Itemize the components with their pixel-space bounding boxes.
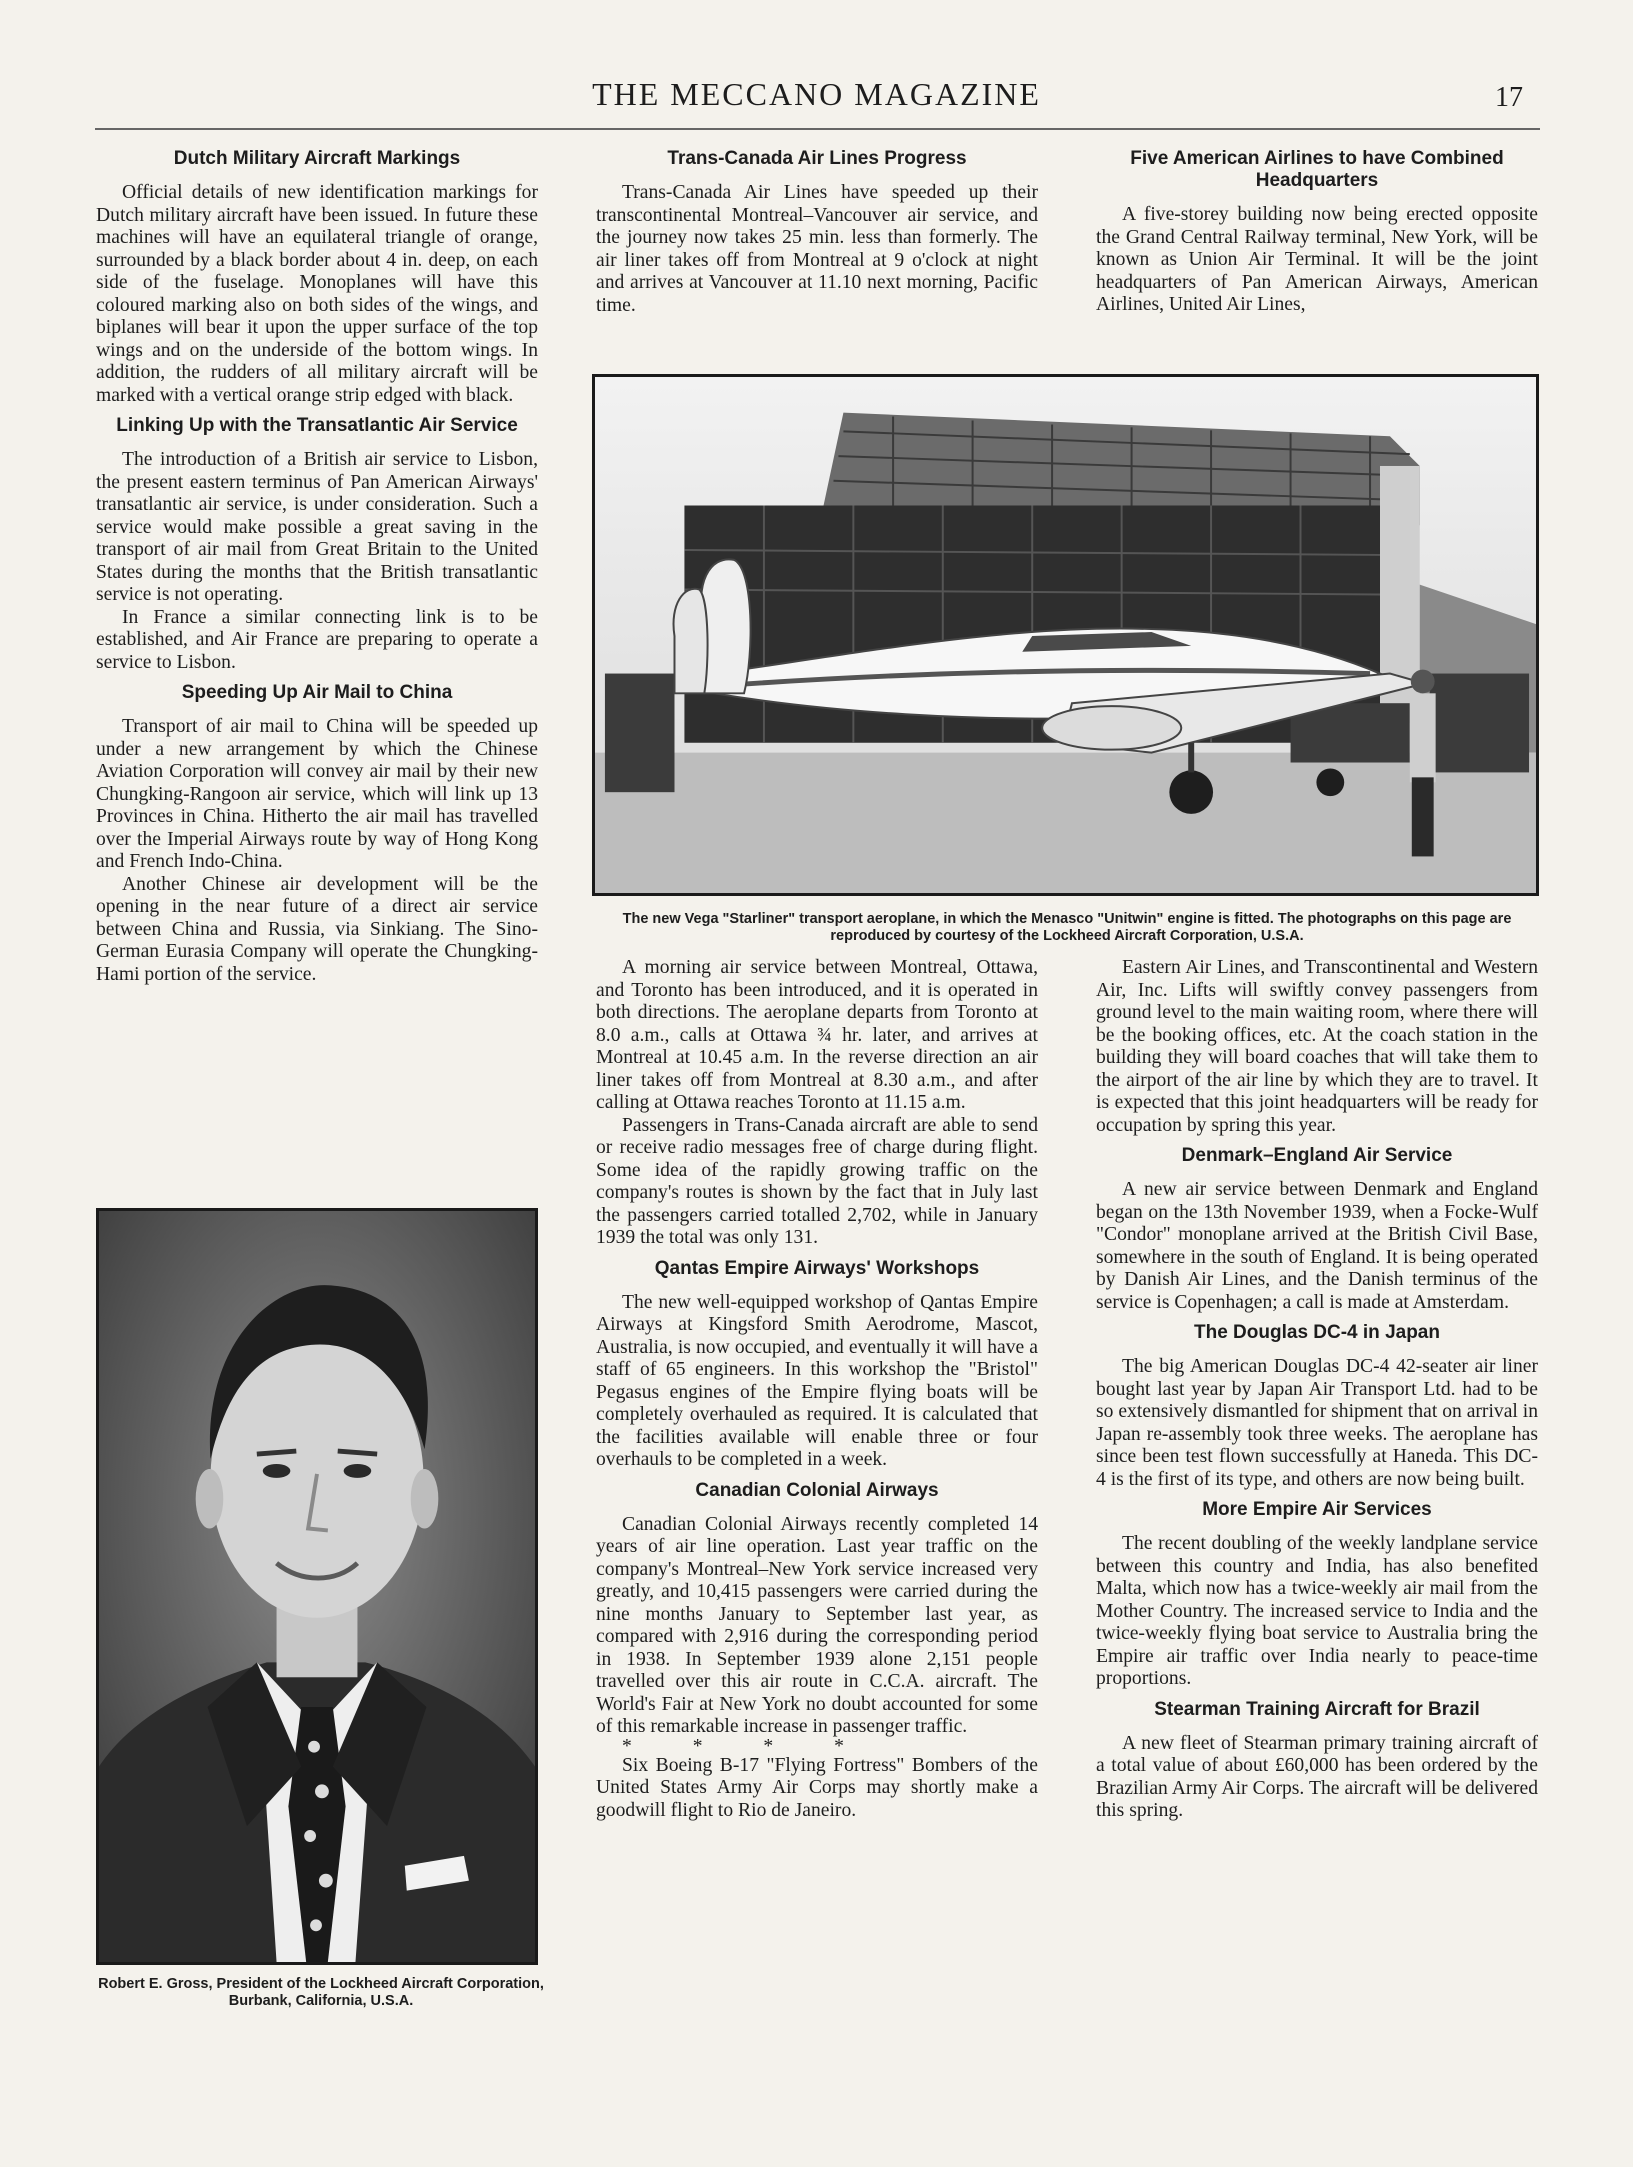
article-paragraph: The recent doubling of the weekly landplane service between this country and India, has also benefited Malta, which now has a twice-weekly air mail from the Mother Country. The increased service to India and the twice-weekly flying boat service to Australia bring the Empire air traffic over India nearly to peace-time proportions.: [1096, 1533, 1538, 1689]
article-paragraph: Six Boeing B-17 "Flying Fortress" Bombers of the United States Army Air Corps may shortly make a goodwill flight to Rio de Janeiro.: [596, 1754, 1038, 1821]
article-paragraph: Passengers in Trans-Canada aircraft are able to send or receive radio messages free of charge during flight. Some idea of the rapidly growing traffic on the company's routes is shown by the fact that in July last the passengers carried totalled 2,702, while in January 1939 the total was only 131.: [596, 1114, 1038, 1248]
article-heading: Canadian Colonial Airways: [695, 1479, 939, 1501]
article-paragraph: Another Chinese air development will be the opening in the near future of a direct air service between China and Russia, via Sinkiang. The Sino-German Eurasia Company will operate the Chungking-Hami portion of the service.: [96, 873, 538, 985]
column-left: [96, 148, 538, 986]
column-right-top: [1096, 148, 1538, 317]
article-paragraph: The introduction of a British air service to Lisbon, the present eastern terminus of Pan American Airways' transatlantic air service, is under consideration. Such a service would make possible a great saving in the transport of air mail from Great Britain to the United States during the months that the British transatlantic service is not operating.: [96, 449, 538, 605]
portrait-photo-icon: [99, 1211, 535, 1962]
article-paragraph: A morning air service between Montreal, Ottawa, and Toronto has been introduced, and it is operated in both directions. The aeroplane departs from Toronto at 8.0 a.m., calls at Ottawa ¾ hr. later, and arrives at Montreal at 10.45 a.m. In the reverse direction an air liner takes off from Montreal at 8.30 a.m., and after calling at Ottawa reaches Toronto at 11.15 a.m.: [596, 957, 1038, 1113]
page-number: 17: [1495, 82, 1523, 113]
header-rule: [95, 128, 1540, 130]
magazine-title: THE MECCANO MAGAZINE: [592, 76, 1041, 112]
article-paragraph: Transport of air mail to China will be speeded up under a new arrangement by which the Chinese Aviation Corporation will convey air mail by their new Chungking-Rangoon air service, which will link up 13 Provinces in China. Hitherto the air mail has travelled over the Imperial Airways route by way of Hong Kong and French Indo-China.: [96, 716, 538, 872]
article-heading: Qantas Empire Airways' Workshops: [654, 1257, 980, 1279]
article-paragraph: Canadian Colonial Airways recently completed 14 years of air line operation. Last year traffic on the company's Montreal–New York service increased very greatly, and 10,415 passengers were carried during the nine months January to September last year, as compared with 2,916 during the corresponding period in 1938. In September 1939 alone 2,151 people travelled over this air route in C.C.A. aircraft. The World's Fair at New York no doubt accounted for some of this remarkable increase in passenger traffic.: [596, 1513, 1038, 1737]
article-heading: Five American Airlines to have Combined Headquarters: [1130, 148, 1504, 191]
article-heading: Linking Up with the Transatlantic Air Service: [116, 415, 518, 436]
article-paragraph: The new well-equipped workshop of Qantas Empire Airways at Kingsford Smith Aerodrome, Mascot, Australia, is now occupied, and eventually it will have a staff of 65 engineers. In this workshop the "Bristol" Pegasus engines of the Empire flying boats will be completely overhauled as required. It is calculated that the facilities available will enable three or four overhauls to be completed in a week.: [596, 1291, 1038, 1470]
article-heading: More Empire Air Services: [1202, 1499, 1432, 1520]
article-heading: Speeding Up Air Mail to China: [181, 682, 453, 703]
article-heading: Trans-Canada Air Lines Progress: [667, 148, 967, 169]
column-middle-top: [596, 148, 1038, 317]
section-separator: * * * *: [622, 1735, 872, 1757]
aeroplane-photo: [592, 374, 1539, 896]
aeroplane-photo-icon: [595, 377, 1536, 893]
aeroplane-photo-caption: The new Vega "Starliner" transport aeroplane, in which the Menasco "Unitwin" engine is fitted. The photographs on this page are reproduced by courtesy of the Lockheed Aircraft Corporation, U.S.A.: [622, 911, 1512, 944]
column-middle-bottom: [596, 957, 1038, 1822]
article-paragraph: A five-storey building now being erected opposite the Grand Central Railway terminal, New York, will be known as Union Air Terminal. It will be the joint headquarters of Pan American Airways, American Airlines, United Air Lines,: [1096, 204, 1538, 315]
article-paragraph: A new fleet of Stearman primary training aircraft of a total value of about £60,000 has been ordered by the Brazilian Army Air Corps. The aircraft will be delivered this spring.: [1096, 1732, 1538, 1821]
article-paragraph: The big American Douglas DC-4 42-seater air liner bought last year by Japan Air Transport Ltd. had to be so extensively dismantled for shipment that on arrival in Japan re-assembly took three weeks. The aeroplane has since been test flown successfully at Haneda. This DC-4 is the first of its type, and others are now being built.: [1096, 1356, 1538, 1490]
article-paragraph: In France a similar connecting link is to be established, and Air France are preparing to operate a service to Lisbon.: [96, 606, 538, 673]
column-right-bottom: [1096, 957, 1538, 1823]
portrait-photo: [96, 1208, 538, 1965]
article-paragraph: Official details of new identification markings for Dutch military aircraft have been issued. In future these machines will have an equilateral triangle of orange, surrounded by a black border about 4 in. deep, on each side of the fuselage. Monoplanes will have this coloured marking also on both sides of the wings, and biplanes will bear it upon the upper surface of the top wings and on the underside of the bottom wings. In addition, the rudders of all military aircraft will be marked with a vertical orange strip edged with black.: [96, 182, 538, 406]
article-paragraph: Eastern Air Lines, and Transcontinental and Western Air, Inc. Lifts will swiftly convey passengers from ground level to the main waiting room, where there will be the booking offices, etc. At the coach station in the building they will board coaches that will take them to the airport of the air line by which they are to travel. It is expected that this joint headquarters will be ready for occupation by spring this year.: [1096, 957, 1538, 1136]
portrait-photo-caption: Robert E. Gross, President of the Lockheed Aircraft Corporation, Burbank, California, U.S.A.: [98, 1976, 544, 2009]
article-heading: The Douglas DC-4 in Japan: [1194, 1322, 1440, 1343]
article-heading: Denmark–England Air Service: [1181, 1145, 1453, 1166]
article-paragraph: Trans-Canada Air Lines have speeded up their transcontinental Montreal–Vancouver air service, and the journey now takes 25 min. less than formerly. The air liner takes off from Montreal at 9 o'clock at night and arrives at Vancouver at 11.10 next morning, Pacific time.: [596, 182, 1038, 316]
article-heading: Stearman Training Aircraft for Brazil: [1154, 1698, 1480, 1720]
article-heading: Dutch Military Aircraft Markings: [173, 148, 461, 169]
article-paragraph: A new air service between Denmark and England began on the 13th November 1939, when a Focke-Wulf "Condor" monoplane arrived at the British Civil Base, somewhere in the south of England. It is being operated by Danish Air Lines, and the Danish terminus of the service is Copenhagen; a call is made at Amsterdam.: [1096, 1179, 1538, 1313]
